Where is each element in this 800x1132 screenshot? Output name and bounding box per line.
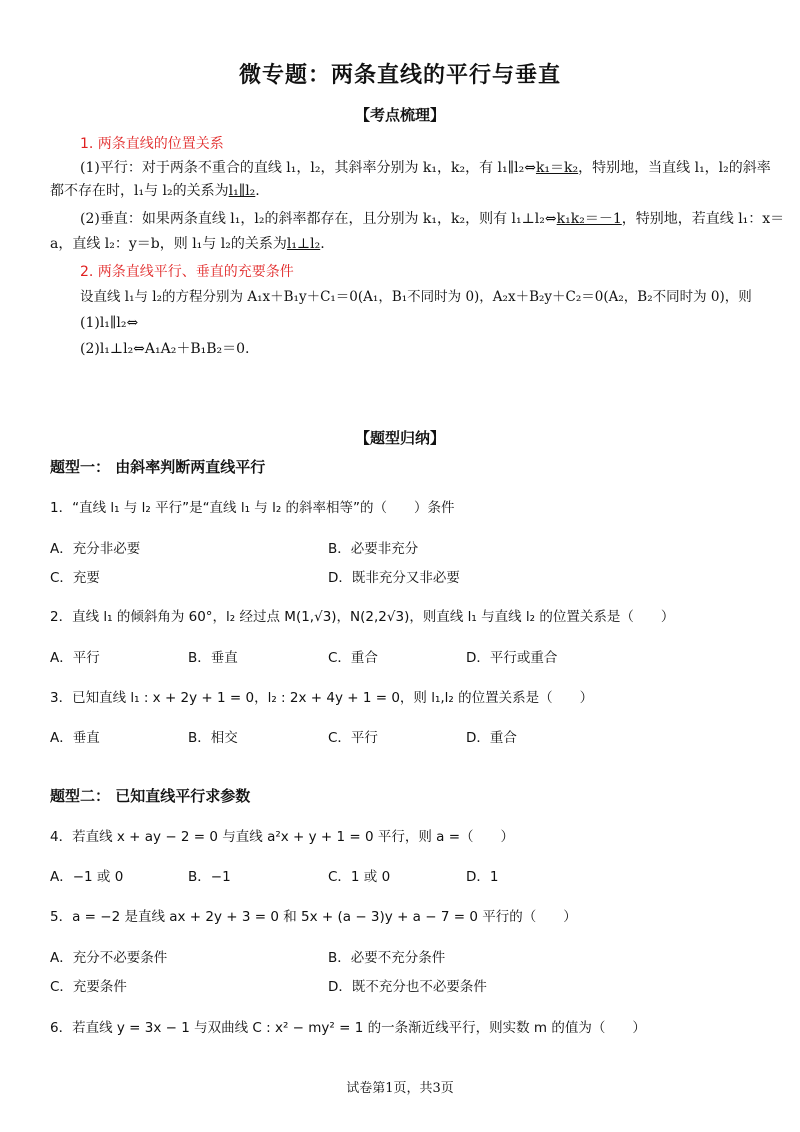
question-4: 4．若直线 x + ay − 2 = 0 与直线 a²x + y + 1 = 0 平行，则 a =（ ） — [50, 829, 515, 845]
question-6: 6．若直线 y = 3x − 1 与双曲线 C : x² − my² = 1 的一条渐近线平行，则实数 m 的值为（ ） — [50, 1020, 646, 1036]
text: . — [255, 183, 260, 199]
q1-option-d: D．既非充分又非必要 — [328, 570, 460, 586]
text: ，特别地，当直线 l₁，l₂的斜率 — [578, 160, 771, 176]
q5-option-c: C．充要条件 — [50, 979, 127, 995]
q3-option-d: D．重合 — [466, 730, 517, 746]
underlined-answer: l₁∥l₂ — [228, 183, 256, 199]
question-1: 1．“直线 l₁ 与 l₂ 平行”是“直线 l₁ 与 l₂ 的斜率相等”的（ ）条件 — [50, 500, 455, 516]
condition-parallel: (1)l₁∥l₂⇔ — [80, 315, 139, 331]
q5-option-a: A．充分不必要条件 — [50, 950, 168, 966]
q5-option-b: B．必要不充分条件 — [328, 950, 446, 966]
q2-option-d: D．平行或重合 — [466, 650, 558, 666]
text: a，直线 l₂：y＝b，则 l₁与 l₂的关系为 — [50, 236, 287, 252]
q1-option-c: C．充要 — [50, 570, 100, 586]
page-footer: 试卷第1页，共3页 — [346, 1081, 454, 1096]
q2-option-b: B．垂直 — [188, 650, 238, 666]
paragraph-equations: 设直线 l₁与 l₂的方程分别为 A₁x＋B₁y＋C₁＝0(A₁，B₁不同时为 0)，A₂x＋B₂y＋C₂＝0(A₂，B₂不同时为 0)，则 — [80, 289, 752, 305]
question-3: 3．已知直线 l₁ : x + 2y + 1 = 0，l₂ : 2x + 4y + 1 = 0，则 l₁,l₂ 的位置关系是（ ） — [50, 690, 594, 706]
q3-option-a: A．垂直 — [50, 730, 100, 746]
q1-option-a: A．充分非必要 — [50, 541, 141, 557]
paragraph-perpendicular-line2 — [50, 234, 325, 254]
question-2: 2．直线 l₁ 的倾斜角为 60°，l₂ 经过点 M(1,√3)，N(2,2√3)，则直线 l₁ 与直线 l₂ 的位置关系是（ ） — [50, 609, 675, 625]
question-5: 5．a = −2 是直线 ax + 2y + 3 = 0 和 5x + (a − 3)y + a − 7 = 0 平行的（ ） — [50, 909, 577, 925]
q1-option-b: B．必要非充分 — [328, 541, 419, 557]
paragraph-parallel-line2 — [50, 181, 260, 201]
q5-option-d: D．既不充分也不必要条件 — [328, 979, 487, 995]
paragraph-perpendicular-line1 — [80, 209, 784, 229]
q4-option-d: D．1 — [466, 869, 499, 885]
q3-option-b: B．相交 — [188, 730, 238, 746]
section-heading-tixing: 【题型归纳】 — [354, 429, 445, 447]
page-title: 微专题：两条直线的平行与垂直 — [238, 62, 561, 88]
q3-option-c: C．平行 — [328, 730, 378, 746]
subheading-position: 1. 两条直线的位置关系 — [80, 136, 224, 152]
text: (1)平行：对于两条不重合的直线 l₁，l₂，其斜率分别为 k₁，k₂，有 l₁∥l₂⇔ — [80, 160, 536, 176]
q2-option-a: A．平行 — [50, 650, 100, 666]
subheading-conditions: 2. 两条直线平行、垂直的充要条件 — [80, 264, 294, 280]
text: 都不存在时，l₁与 l₂的关系为 — [50, 183, 229, 199]
question-type-2-title: 题型二： 已知直线平行求参数 — [50, 787, 251, 805]
q2-option-c: C．重合 — [328, 650, 378, 666]
question-type-1-title: 题型一： 由斜率判断两直线平行 — [50, 458, 266, 476]
condition-perpendicular: (2)l₁⊥l₂⇔A₁A₂＋B₁B₂＝0. — [80, 341, 250, 357]
underlined-answer: k₁k₂＝－1 — [556, 211, 622, 227]
section-heading-kaodian: 【考点梳理】 — [354, 106, 445, 124]
underlined-answer: l₁⊥l₂ — [286, 236, 321, 252]
q4-option-c: C．1 或 0 — [328, 869, 391, 885]
text: (2)垂直：如果两条直线 l₁，l₂的斜率都存在，且分别为 k₁，k₂，则有 l₁⊥l₂⇔ — [80, 211, 557, 227]
text: ，特别地，若直线 l₁：x＝ — [621, 211, 785, 227]
text: . — [320, 236, 325, 252]
paragraph-parallel-line1 — [80, 158, 771, 178]
q4-option-b: B．−1 — [188, 869, 231, 885]
q4-option-a: A．−1 或 0 — [50, 869, 124, 885]
underlined-answer: k₁＝k₂ — [535, 160, 579, 176]
